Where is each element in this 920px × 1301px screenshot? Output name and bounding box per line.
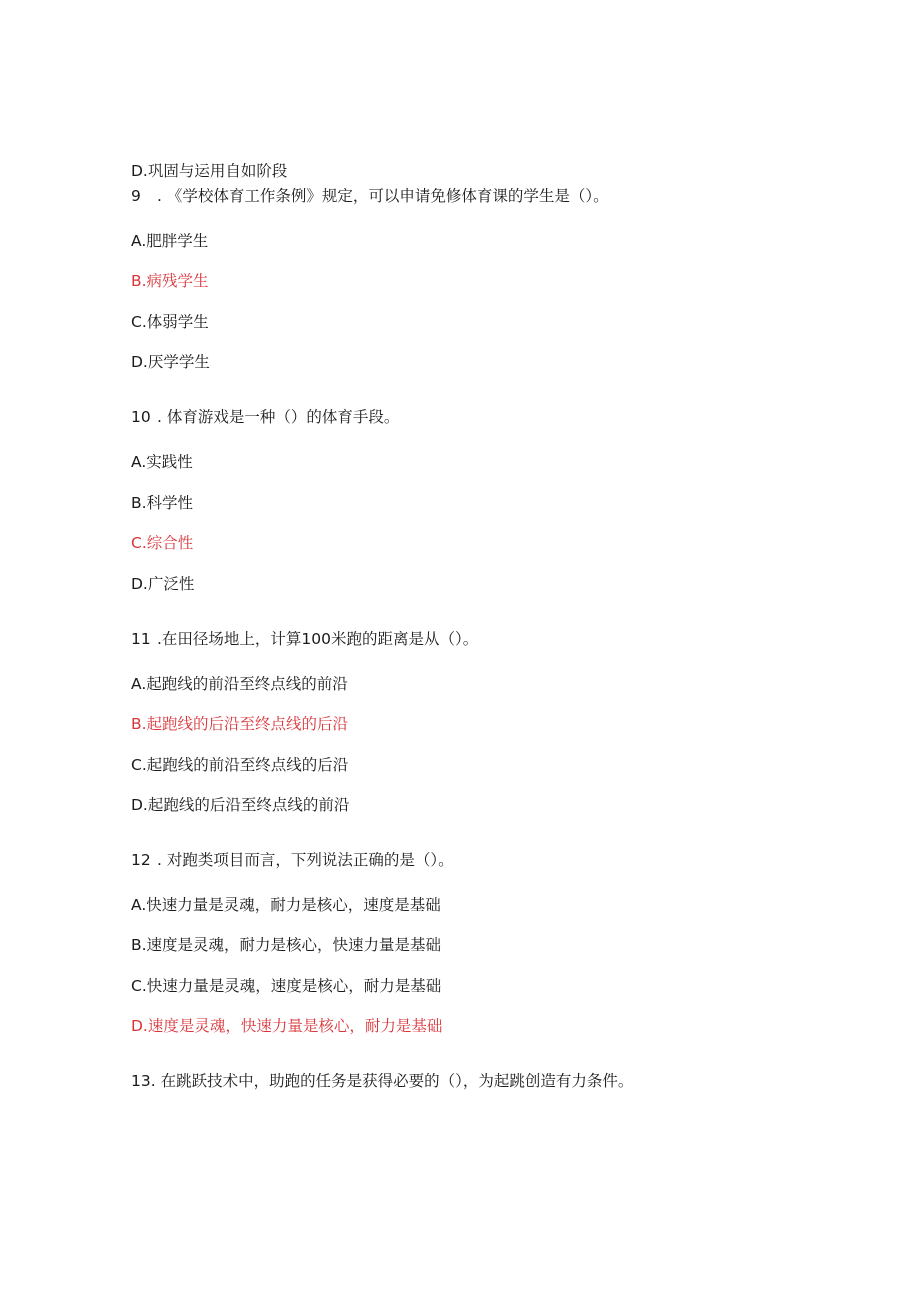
question-13: 13. 在跳跃技术中，助跑的任务是获得必要的（），为起跳创造有力条件。	[131, 1072, 634, 1090]
question-12: 12 . 对跑类项目而言，下列说法正确的是（）。	[131, 851, 454, 869]
option-12c: C.快速力量是灵魂，速度是核心，耐力是基础	[131, 977, 442, 995]
option-11b-correct: B.起跑线的后沿至终点线的后沿	[131, 715, 349, 733]
option-12b: B.速度是灵魂，耐力是核心，快速力量是基础	[131, 936, 442, 954]
question-9: 9 . 《学校体育工作条例》规定，可以申请免修体育课的学生是（）。	[131, 187, 609, 205]
option-9d: D.厌学学生	[131, 353, 210, 371]
question-11: 11 .在田径场地上，计算100米跑的距离是从（）。	[131, 630, 479, 648]
option-10d: D.广泛性	[131, 575, 195, 593]
option-8d: D.巩固与运用自如阶段	[131, 162, 288, 180]
option-12a: A.快速力量是灵魂，耐力是核心，速度是基础	[131, 896, 441, 914]
option-11c: C.起跑线的前沿至终点线的后沿	[131, 756, 349, 774]
option-11d: D.起跑线的后沿至终点线的前沿	[131, 796, 350, 814]
option-12d-correct: D.速度是灵魂，快速力量是核心，耐力是基础	[131, 1017, 443, 1035]
option-9b-correct: B.病残学生	[131, 272, 209, 290]
option-9c: C.体弱学生	[131, 313, 209, 331]
option-10c-correct: C.综合性	[131, 534, 194, 552]
option-11a: A.起跑线的前沿至终点线的前沿	[131, 675, 348, 693]
option-10a: A.实践性	[131, 453, 193, 471]
option-9a: A.肥胖学生	[131, 232, 209, 250]
option-10b: B.科学性	[131, 494, 194, 512]
question-10: 10 . 体育游戏是一种（）的体育手段。	[131, 408, 400, 426]
